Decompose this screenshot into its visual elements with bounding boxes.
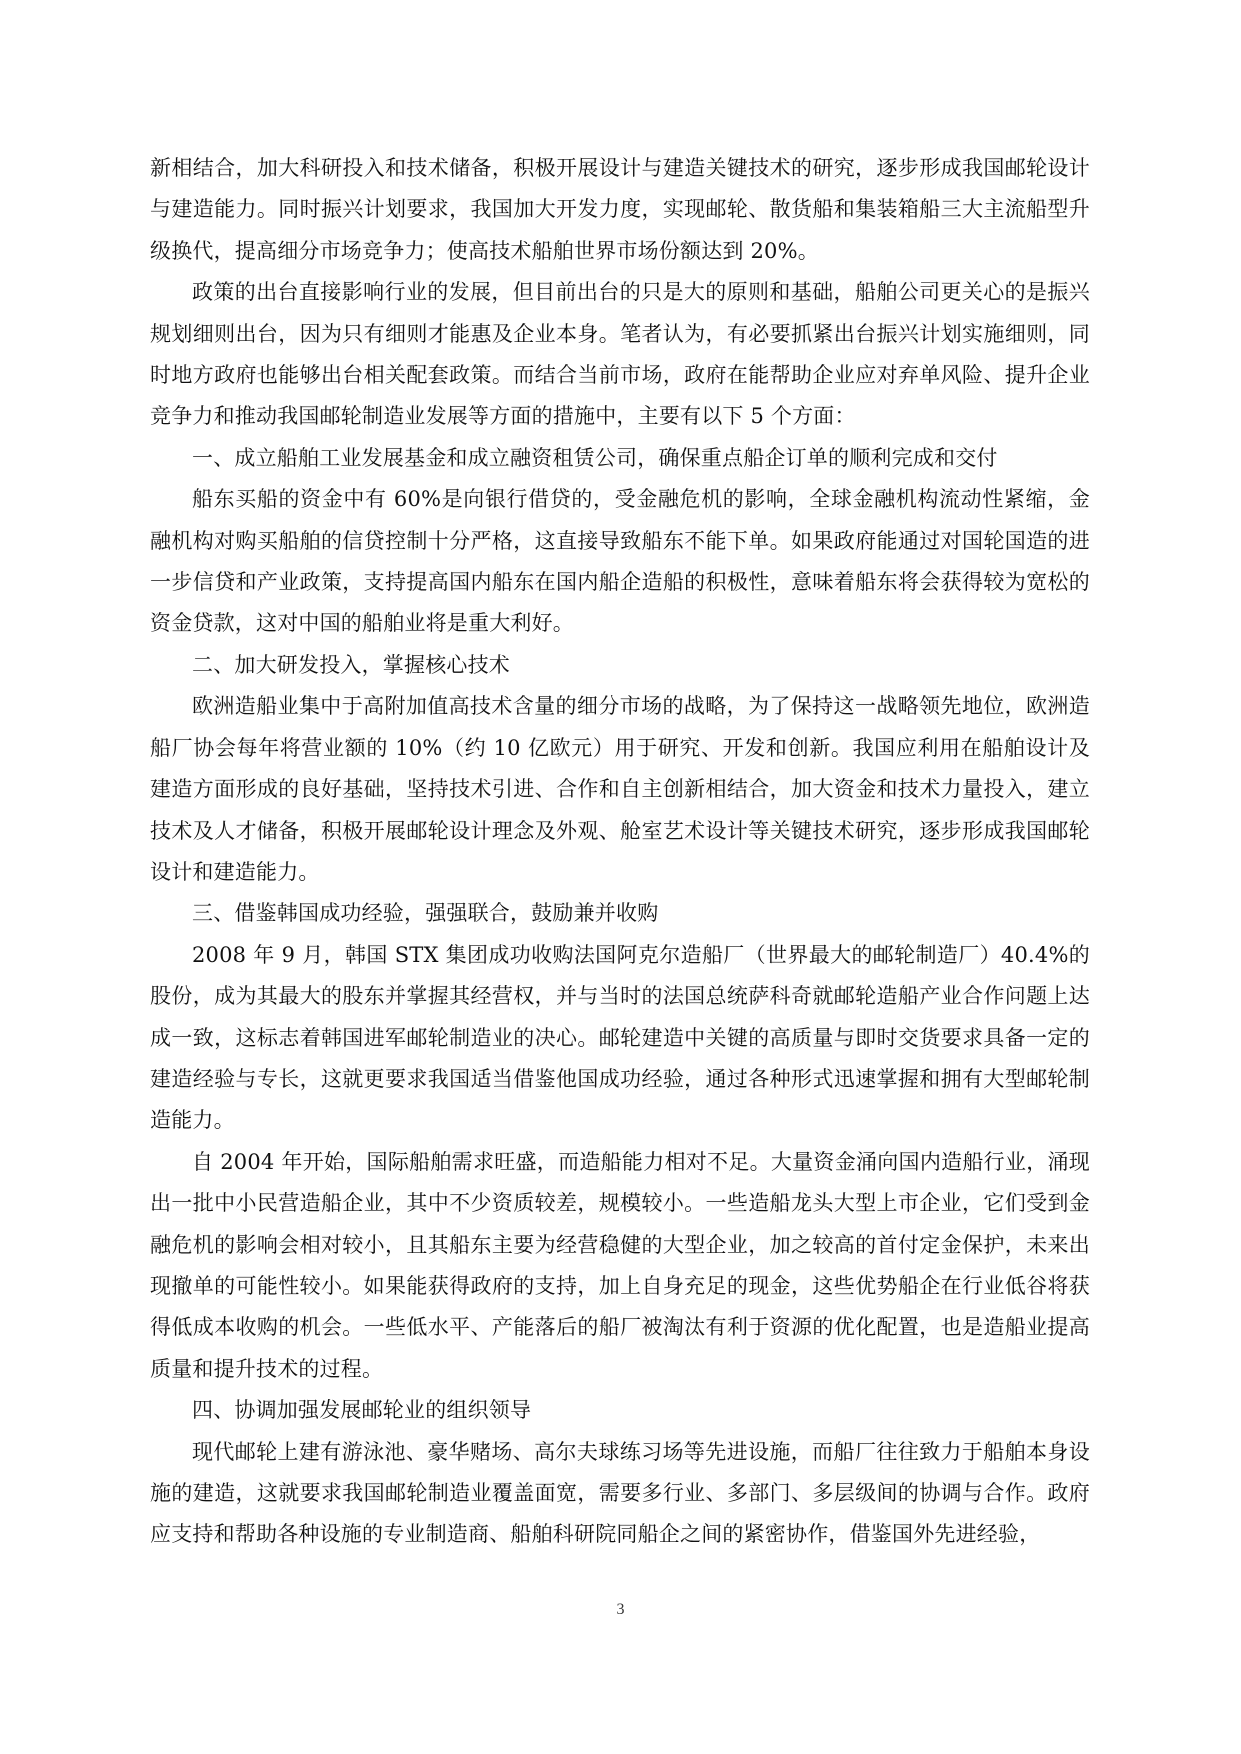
section-heading-2: 二、加大研发投入，掌握核心技术 <box>192 652 510 677</box>
section-heading-4: 四、协调加强发展邮轮业的组织领导 <box>192 1398 532 1423</box>
document-body <box>150 148 1090 1556</box>
paragraph-korea-stx: 2008 年 9 月，韩国 STX 集团成功收购法国阿克尔造船厂（世界最大的邮轮制造厂）40.4%的股份，成为其最大的股东并掌握其经营权，并与当时的法国总统萨科奇就邮轮造船产业合作问题上达成一致，这标志着韩国进军邮轮制造业的决心。邮轮建造中关键的高质量与即时交货要求具备一定的建造经验与专长，这就更要求我国适当借鉴他国成功经验，通过各种形式迅速掌握和拥有大型邮轮制造能力。 <box>150 942 1090 1133</box>
section-heading-1: 一、成立船舶工业发展基金和成立融资租赁公司，确保重点船企订单的顺利完成和交付 <box>192 445 998 470</box>
paragraph-coordination: 现代邮轮上建有游泳池、豪华赌场、高尔夫球练习场等先进设施，而船厂往往致力于船舶本身设施的建造，这就要求我国邮轮制造业覆盖面宽，需要多行业、多部门、多层级间的协调与合作。政府应支持和帮助各种设施的专业制造商、船舶科研院同船企之间的紧密协作，借鉴国外先进经验， <box>150 1439 1090 1547</box>
page-number: 3 <box>616 1601 625 1618</box>
paragraph-financing: 船东买船的资金中有 60%是向银行借贷的，受金融危机的影响，全球金融机构流动性紧缩，金融机构对购买船舶的信贷控制十分严格，这直接导致船东不能下单。如果政府能通过对国轮国造的进一步信贷和产业政策，支持提高国内船东在国内船企造船的积极性，意味着船东将会获得较为宽松的资金贷款，这对中国的船舶业将是重大利好。 <box>150 487 1090 636</box>
section-heading-3: 三、借鉴韩国成功经验，强强联合，鼓励兼并收购 <box>192 901 659 926</box>
paragraph-policy-impact: 政策的出台直接影响行业的发展，但目前出台的只是大的原则和基础，船舶公司更关心的是振兴规划细则出台，因为只有细则才能惠及企业本身。笔者认为，有必要抓紧出台振兴计划实施细则，同时地方政府也能够出台相关配套政策。而结合当前市场，政府在能帮助企业应对弃单风险、提升企业竞争力和推动我国邮轮制造业发展等方面的措施中，主要有以下 5 个方面： <box>150 280 1090 429</box>
paragraph-rnd: 欧洲造船业集中于高附加值高技术含量的细分市场的战略，为了保持这一战略领先地位，欧洲造船厂协会每年将营业额的 10%（约 10 亿欧元）用于研究、开发和创新。我国应利用在船舶设计及建造方面形成的良好基础，坚持技术引进、合作和自主创新相结合，加大资金和技术力量投入，建立技术及人才储备，积极开展邮轮设计理念及外观、舱室艺术设计等关键技术研究，逐步形成我国邮轮设计和建造能力。 <box>150 694 1090 884</box>
paragraph-continuation: 新相结合，加大科研投入和技术储备，积极开展设计与建造关键技术的研究，逐步形成我国邮轮设计与建造能力。同时振兴计划要求，我国加大开发力度，实现邮轮、散货船和集装箱船三大主流船型升级换代，提高细分市场竞争力；使高技术船舶世界市场份额达到 20%。 <box>150 156 1090 263</box>
paragraph-market-2004: 自 2004 年开始，国际船舶需求旺盛，而造船能力相对不足。大量资金涌向国内造船行业，涌现出一批中小民营造船企业，其中不少资质较差，规模较小。一些造船龙头大型上市企业，它们受到金融危机的影响会相对较小，且其船东主要为经营稳健的大型企业，加之较高的首付定金保护，未来出现撤单的可能性较小。如果能获得政府的支持，加上自身充足的现金，这些优势船企在行业低谷将获得低成本收购的机会。一些低水平、产能落后的船厂被淘汰有利于资源的优化配置，也是造船业提高质量和提升技术的过程。 <box>150 1149 1090 1381</box>
